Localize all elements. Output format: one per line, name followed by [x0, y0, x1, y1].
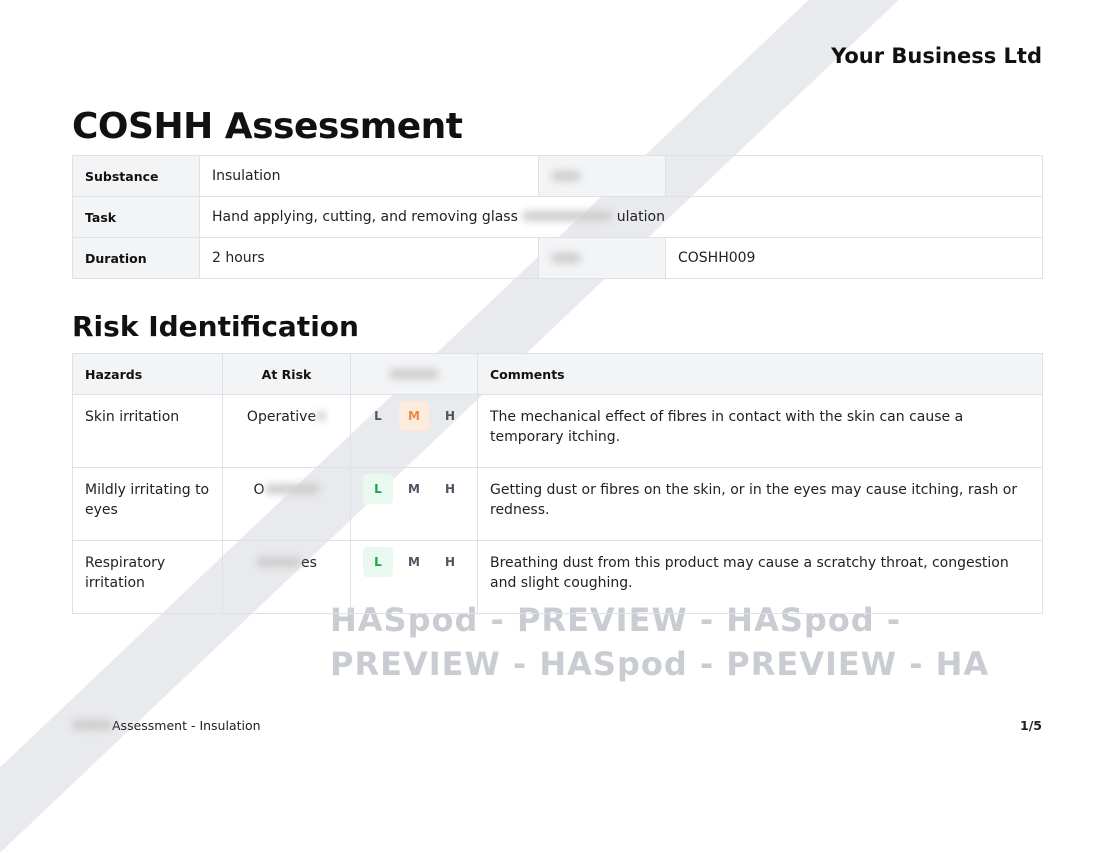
reference-value: COSHH009: [666, 238, 1043, 279]
level-l-selected: L: [363, 547, 393, 577]
level-h: H: [444, 482, 456, 496]
at-risk-header: At Risk: [223, 354, 351, 395]
task-value: [200, 197, 1043, 238]
footer-document-name: [72, 718, 261, 733]
duration-value: 2 hours: [200, 238, 539, 279]
table-row: [73, 395, 1043, 468]
table-row: [73, 468, 1043, 541]
at-risk-cell: [223, 395, 351, 468]
comment-cell: Breathing dust from this product may cause a scratchy throat, congestion and slight coughing.: [478, 541, 1043, 614]
level-m-selected: M: [399, 401, 429, 431]
reference-label: [539, 238, 666, 279]
date-value: [666, 156, 1043, 197]
level-m: M: [408, 555, 420, 569]
details-table: [72, 155, 1043, 279]
at-risk-text: Operative: [246, 409, 317, 425]
company-name: Your Business Ltd: [831, 44, 1042, 68]
details-row-substance: [73, 156, 1043, 197]
risk-header-row: [73, 354, 1043, 395]
page-number: 1/5: [1020, 718, 1042, 733]
substance-value: Insulation: [200, 156, 539, 197]
level-m: M: [408, 482, 420, 496]
rating-cell: [351, 395, 478, 468]
at-risk-cell: [223, 468, 351, 541]
at-risk-text: O: [253, 482, 265, 498]
comment-cell: The mechanical effect of fibres in contact with the skin can cause a temporary itching.: [478, 395, 1043, 468]
risk-table: [72, 353, 1043, 614]
table-row: [73, 541, 1043, 614]
rating-cell: [351, 541, 478, 614]
hazards-header: Hazards: [73, 354, 223, 395]
footer-doc-text: Assessment - Insulation: [112, 718, 261, 733]
comment-cell: Getting dust or fibres on the skin, or in the eyes may cause itching, rash or redness.: [478, 468, 1043, 541]
rating-cell: [351, 468, 478, 541]
level-l: L: [374, 409, 382, 423]
at-risk-cell: [223, 541, 351, 614]
task-text: Hand applying, cutting, and removing glass: [212, 209, 518, 225]
details-row-task: [73, 197, 1043, 238]
task-text-tail: ulation: [616, 209, 665, 225]
level-l-selected: L: [363, 474, 393, 504]
substance-label: Substance: [73, 156, 200, 197]
task-label: Task: [73, 197, 200, 238]
hazard-cell: Respiratory irritation: [73, 541, 223, 614]
rating-header: [351, 354, 478, 395]
date-label: [539, 156, 666, 197]
at-risk-text: es: [301, 555, 317, 571]
duration-label: Duration: [73, 238, 200, 279]
details-row-duration: [73, 238, 1043, 279]
level-h: H: [444, 555, 456, 569]
page-title: COSHH Assessment: [72, 106, 463, 147]
preview-watermark: HASpod - PREVIEW - HASpod - PREVIEW - HASpod - PREVIEW - HA: [330, 601, 990, 683]
hazard-cell: Mildly irritating to eyes: [73, 468, 223, 541]
level-h: H: [444, 409, 456, 423]
hazard-cell: Skin irritation: [73, 395, 223, 468]
comments-header: Comments: [478, 354, 1043, 395]
risk-heading: Risk Identification: [72, 310, 359, 343]
